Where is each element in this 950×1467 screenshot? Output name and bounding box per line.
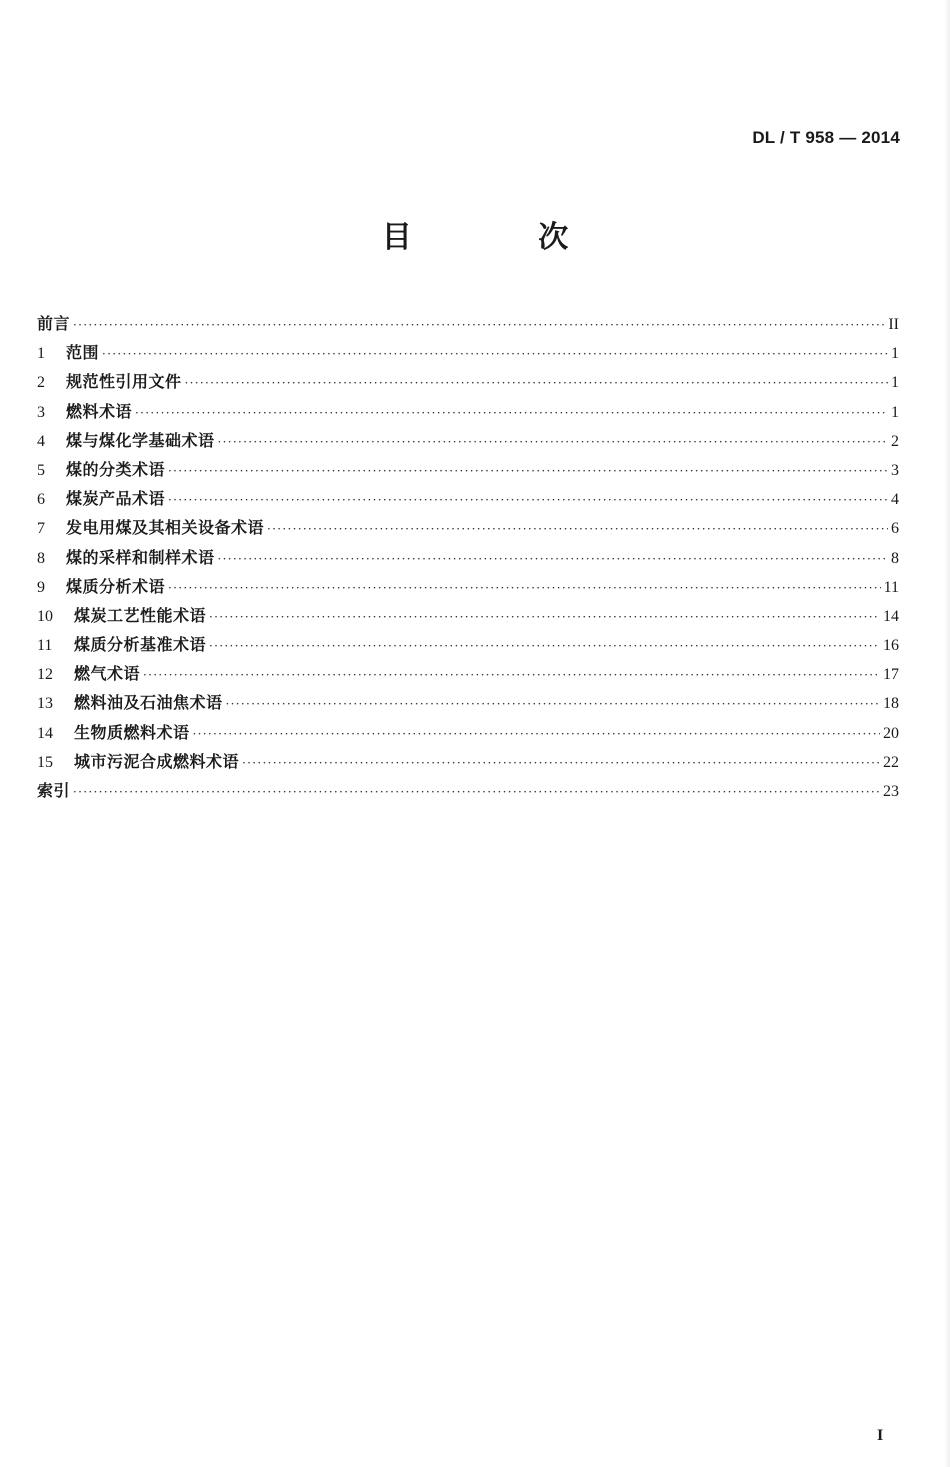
toc-entry[interactable] — [37, 426, 899, 455]
toc-entry-label: 煤质分析基准术语 — [74, 635, 207, 655]
toc-entry-page: 18 — [883, 695, 899, 713]
toc-entry-number: 15 — [37, 753, 53, 771]
toc-entry[interactable] — [37, 747, 899, 776]
toc-entry-number: 13 — [37, 695, 53, 713]
dot-leader — [209, 603, 880, 632]
toc-entry-page: 6 — [891, 520, 899, 538]
dot-leader — [267, 515, 888, 544]
toc-entry-number: 14 — [37, 724, 53, 742]
toc-entry[interactable] — [37, 688, 899, 717]
toc-entry-foreword[interactable] — [37, 309, 899, 338]
toc-entry-number: 2 — [37, 374, 45, 392]
toc-entry-label: 煤的分类术语 — [66, 459, 166, 479]
dot-leader — [218, 545, 888, 574]
toc-entry[interactable] — [37, 367, 899, 396]
toc-entry[interactable] — [37, 659, 899, 688]
toc-entry-label: 燃料术语 — [66, 401, 133, 421]
toc-entry-label: 规范性引用文件 — [66, 372, 182, 392]
toc-entry-page: II — [888, 316, 899, 333]
toc-entry[interactable] — [37, 513, 899, 542]
dot-leader — [168, 486, 888, 515]
toc-entry-number: 10 — [37, 607, 53, 625]
toc-entry-page: 16 — [883, 637, 899, 655]
dot-leader — [73, 311, 885, 340]
toc-entry-number: 5 — [37, 461, 45, 479]
toc-entry-page: 22 — [883, 753, 899, 771]
dot-leader — [168, 574, 881, 603]
toc-entry-page: 8 — [891, 549, 899, 567]
toc-entry-page: 1 — [891, 403, 899, 421]
dot-leader — [242, 749, 880, 778]
toc-entry-label: 煤炭产品术语 — [66, 489, 166, 509]
toc-entry-number: 8 — [37, 549, 45, 567]
toc-entry[interactable] — [37, 630, 899, 659]
toc-entry-label: 生物质燃料术语 — [74, 722, 190, 742]
toc-entry-page: 3 — [891, 461, 899, 479]
toc-entry[interactable] — [37, 718, 899, 747]
toc-entry-number: 7 — [37, 520, 45, 538]
toc-entry-number: 3 — [37, 403, 45, 421]
toc-entry-number: 1 — [37, 345, 45, 363]
toc-entry-number: 6 — [37, 491, 45, 509]
toc-entry-label: 煤质分析术语 — [66, 576, 166, 596]
toc-entry-label: 前言 — [37, 314, 71, 333]
standard-code: DL / T 958 — 2014 — [752, 128, 900, 147]
toc-entry-label: 城市污泥合成燃料术语 — [74, 751, 240, 771]
toc-entry-label: 范围 — [66, 343, 100, 363]
table-of-contents — [37, 309, 899, 805]
toc-entry-page: 20 — [883, 724, 899, 742]
dot-leader — [185, 369, 888, 398]
dot-leader — [73, 778, 880, 807]
page-number: I — [877, 1427, 884, 1444]
toc-entry-label: 煤的采样和制样术语 — [66, 547, 215, 567]
toc-entry-number: 9 — [37, 578, 45, 596]
toc-entry[interactable] — [37, 601, 899, 630]
toc-entry-number: 12 — [37, 666, 53, 684]
toc-entry-page: 11 — [883, 578, 899, 596]
toc-entry-number: 11 — [37, 637, 53, 655]
dot-leader — [135, 399, 888, 428]
toc-entry-page: 14 — [883, 607, 899, 625]
dot-leader — [226, 690, 880, 719]
toc-entry[interactable] — [37, 455, 899, 484]
toc-entry[interactable] — [37, 338, 899, 367]
toc-entry-page: 2 — [891, 432, 899, 450]
dot-leader — [143, 661, 880, 690]
dot-leader — [218, 428, 888, 457]
toc-entry[interactable] — [37, 572, 899, 601]
toc-entry-page: 17 — [883, 666, 899, 684]
toc-entry-page: 23 — [883, 783, 899, 800]
toc-entry-label: 燃料油及石油焦术语 — [74, 693, 223, 713]
toc-entry-label: 燃气术语 — [74, 664, 141, 684]
toc-entry-number: 4 — [37, 432, 45, 450]
toc-entry-page: 4 — [891, 491, 899, 509]
dot-leader — [168, 457, 888, 486]
toc-entry-label: 煤炭工艺性能术语 — [74, 605, 207, 625]
dot-leader — [102, 340, 888, 369]
toc-entry-index[interactable] — [37, 776, 899, 805]
toc-entry[interactable] — [37, 543, 899, 572]
toc-heading: 目 次 — [381, 220, 627, 255]
dot-leader — [193, 720, 880, 749]
toc-entry-label: 煤与煤化学基础术语 — [66, 430, 215, 450]
toc-entry[interactable] — [37, 397, 899, 426]
toc-entry-page: 1 — [891, 345, 899, 363]
toc-entry-label: 发电用煤及其相关设备术语 — [66, 518, 265, 538]
toc-entry[interactable] — [37, 484, 899, 513]
dot-leader — [209, 632, 880, 661]
toc-entry-label: 索引 — [37, 781, 71, 800]
toc-entry-page: 1 — [891, 374, 899, 392]
